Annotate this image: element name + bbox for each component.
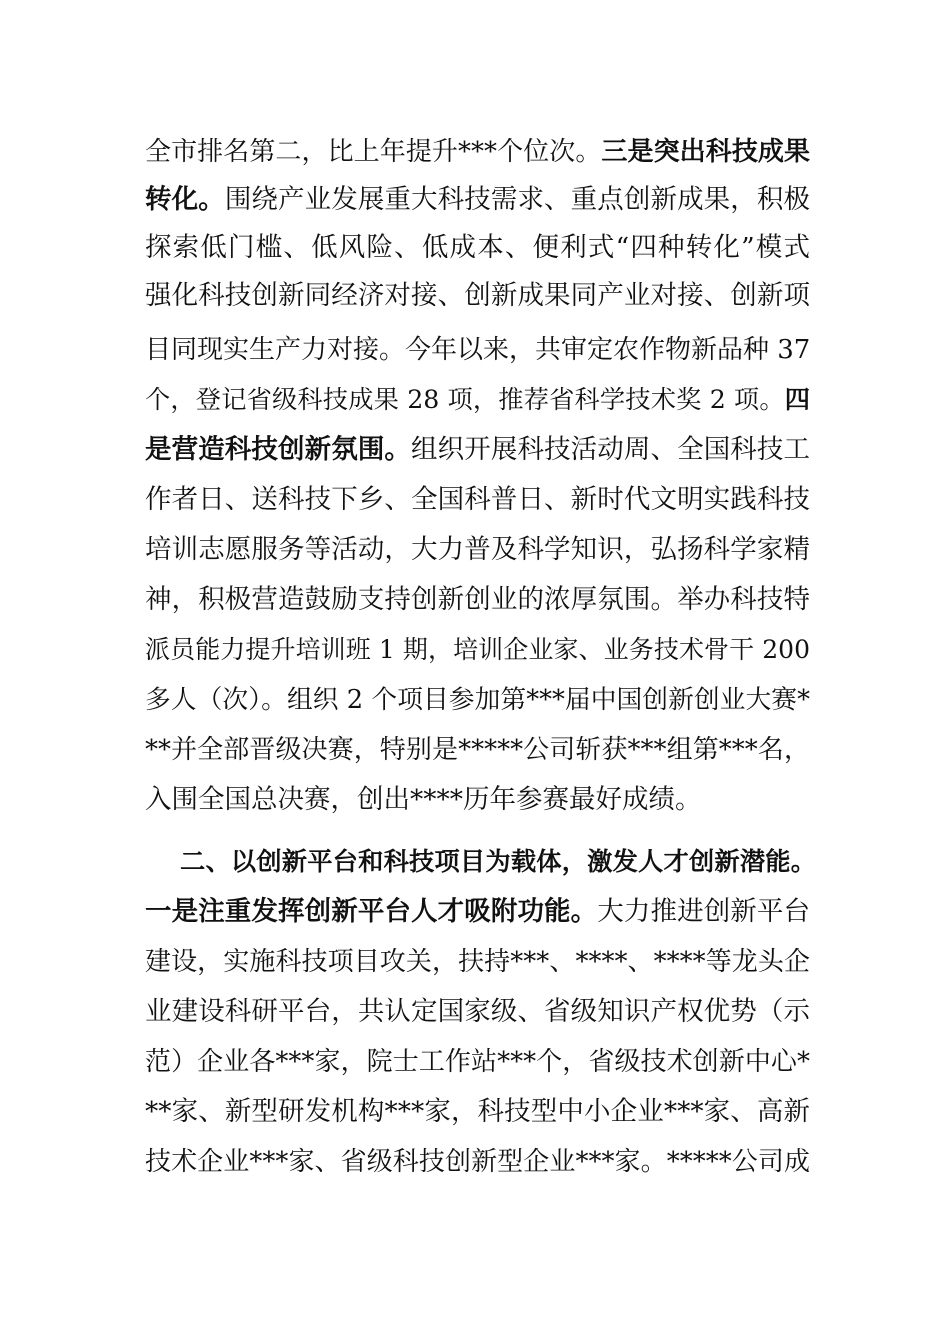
text-line xyxy=(145,330,810,370)
text-run: 全市排名第二，比上年提升***个位次。 xyxy=(145,137,602,167)
text-run: 强化科技创新同经济对接、创新成果同产业对接、创新项 xyxy=(145,280,810,311)
text-run: 目同现实生产力对接。今年以来，共审定农作物新品种 37 xyxy=(145,335,811,365)
section-heading xyxy=(180,842,816,882)
text-line xyxy=(145,580,810,620)
text-line xyxy=(145,276,810,316)
bold-heading-run: 二、以创新平台和科技项目为载体，激发人才创新潜能。 xyxy=(180,847,816,876)
text-run: 围绕产业发展重大科技需求、重点创新成果，积极 xyxy=(224,184,810,215)
text-line xyxy=(145,480,810,520)
text-run: 组织开展科技活动周、全国科技工 xyxy=(411,434,811,465)
bold-heading-run: 转化。 xyxy=(145,184,225,215)
text-run: 业建设科研平台，共认定国家级、省级知识产权优势（示 xyxy=(145,996,810,1027)
text-line xyxy=(145,1092,810,1132)
text-line xyxy=(145,680,810,720)
text-run: 入围全国总决赛，创出****历年参赛最好成绩。 xyxy=(145,784,702,815)
text-line xyxy=(145,1042,810,1082)
text-line xyxy=(145,892,810,932)
text-line xyxy=(145,380,810,420)
text-line xyxy=(145,630,810,670)
text-line xyxy=(145,530,810,570)
text-line xyxy=(145,992,810,1032)
text-run: 范）企业各***家，院士工作站***个，省级技术创新中心* xyxy=(145,1047,810,1077)
text-run: 个，登记省级科技成果 28 项，推荐省科学技术奖 2 项。 xyxy=(145,385,785,414)
text-run: 派员能力提升培训班 1 期，培训企业家、业务技术骨干 200 xyxy=(145,635,810,664)
text-run: 建设，实施科技项目攻关，扶持***、****、****等龙头企 xyxy=(145,947,810,977)
bold-heading-run: 三是突出科技成果 xyxy=(601,137,810,167)
text-line xyxy=(145,132,810,172)
text-run: 大力推进创新平台 xyxy=(597,896,811,927)
bold-heading-run: 是营造科技创新氛围。 xyxy=(145,434,412,465)
text-line xyxy=(145,780,810,820)
text-run: 多人（次）。组织 2 个项目参加第***届中国创新创业大赛* xyxy=(145,685,810,715)
text-run: 探索低门槛、低风险、低成本、便利式“四种转化”模式 xyxy=(145,232,810,263)
text-line xyxy=(145,228,810,268)
text-run: **家、新型研发机构***家，科技型中小企业***家、高新 xyxy=(145,1096,810,1127)
text-run: 作者日、送科技下乡、全国科普日、新时代文明实践科技 xyxy=(145,484,810,515)
text-line xyxy=(145,1142,810,1182)
bold-heading-run: 四 xyxy=(784,385,810,414)
text-run: 神，积极营造鼓励支持创新创业的浓厚氛围。举办科技特 xyxy=(145,584,810,615)
text-line xyxy=(145,942,810,982)
text-line xyxy=(145,430,810,470)
bold-heading-run: 一是注重发挥创新平台人才吸附功能。 xyxy=(145,896,598,927)
text-run: 培训志愿服务等活动，大力普及科学知识，弘扬科学家精 xyxy=(145,534,810,565)
text-line xyxy=(145,180,810,220)
text-run: 技术企业***家、省级科技创新型企业***家。*****公司成 xyxy=(145,1147,810,1177)
text-line xyxy=(145,730,810,770)
text-run: **并全部晋级决赛，特别是*****公司斩获***组第***名， xyxy=(145,735,810,765)
